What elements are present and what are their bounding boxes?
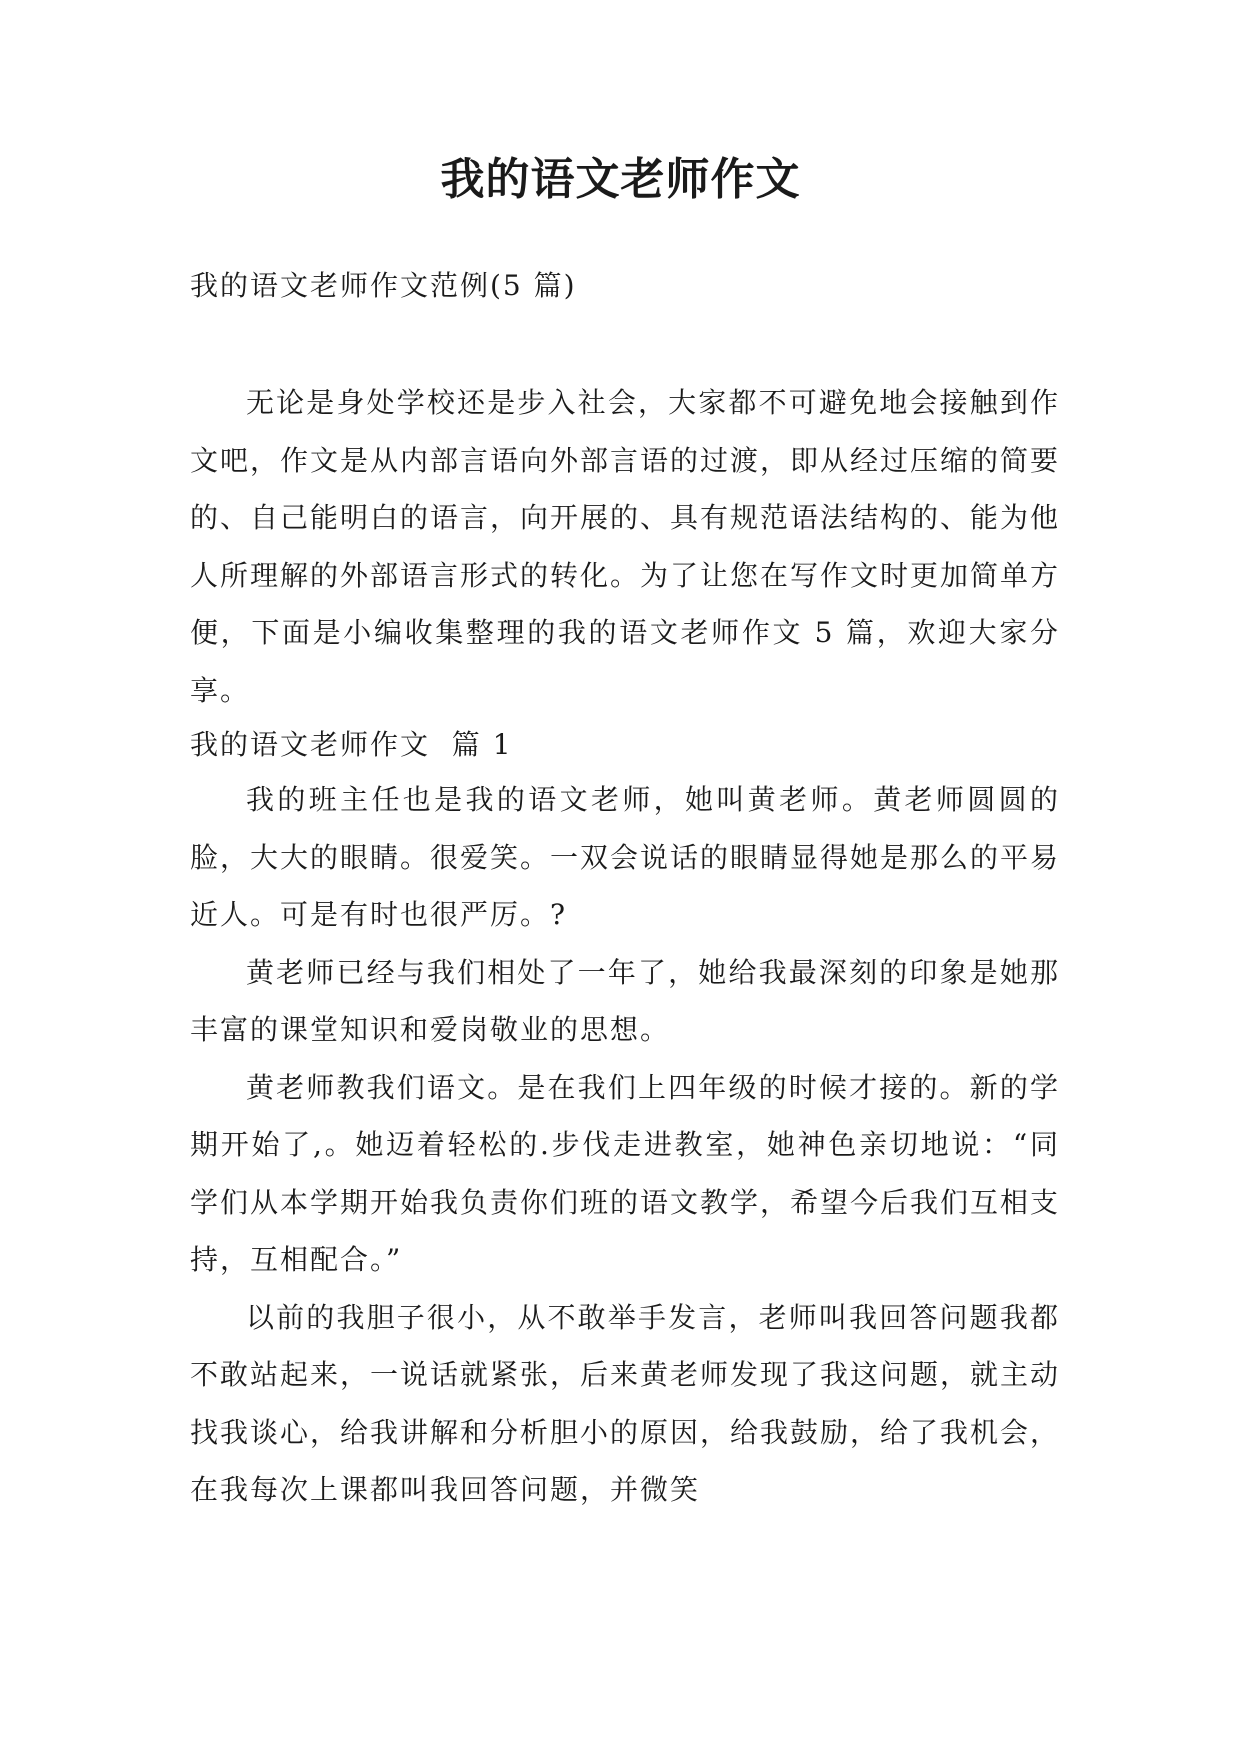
section-heading: 我的语文老师作文 篇 1 [190, 728, 513, 761]
body-paragraph: 黄老师教我们语文。是在我们上四年级的时候才接的。新的学期开始了,。她迈着轻松的.步伐走进教室，她神色亲切地说：“同学们从本学期开始我负责你们班的语文教学，希望今后我们互相支持，互相配合。” [190, 1070, 1061, 1276]
body-paragraph: 以前的我胆子很小，从不敢举手发言，老师叫我回答问题我都不敢站起来，一说话就紧张，后来黄老师发现了我这问题，就主动找我谈心，给我讲解和分析胆小的原因，给我鼓励，给了我机会，在我每次上课都叫我回答问题，并微笑 [190, 1300, 1061, 1506]
document-subtitle: 我的语文老师作文范例(5 篇) [190, 269, 577, 302]
intro-paragraph: 无论是身处学校还是步入社会，大家都不可避免地会接触到作文吧，作文是从内部言语向外部言语的过渡，即从经过压缩的简要的、自己能明白的语言，向开展的、具有规范语法结构的、能为他人所理解的外部语言形式的转化。为了让您在写作文时更加简单方便，下面是小编收集整理的我的语文老师作文 5 篇，欢迎大家分享。 [190, 386, 1061, 707]
body-paragraph: 我的班主任也是我的语文老师，她叫黄老师。黄老师圆圆的脸，大大的眼睛。很爱笑。一双会说话的眼睛显得她是那么的平易近人。可是有时也很严厉。? [190, 783, 1061, 931]
body-paragraph: 黄老师已经与我们相处了一年了，她给我最深刻的印象是她那丰富的课堂知识和爱岗敬业的思想。 [190, 955, 1060, 1046]
document-title: 我的语文老师作文 [440, 154, 801, 205]
document-body [190, 262, 1060, 1519]
